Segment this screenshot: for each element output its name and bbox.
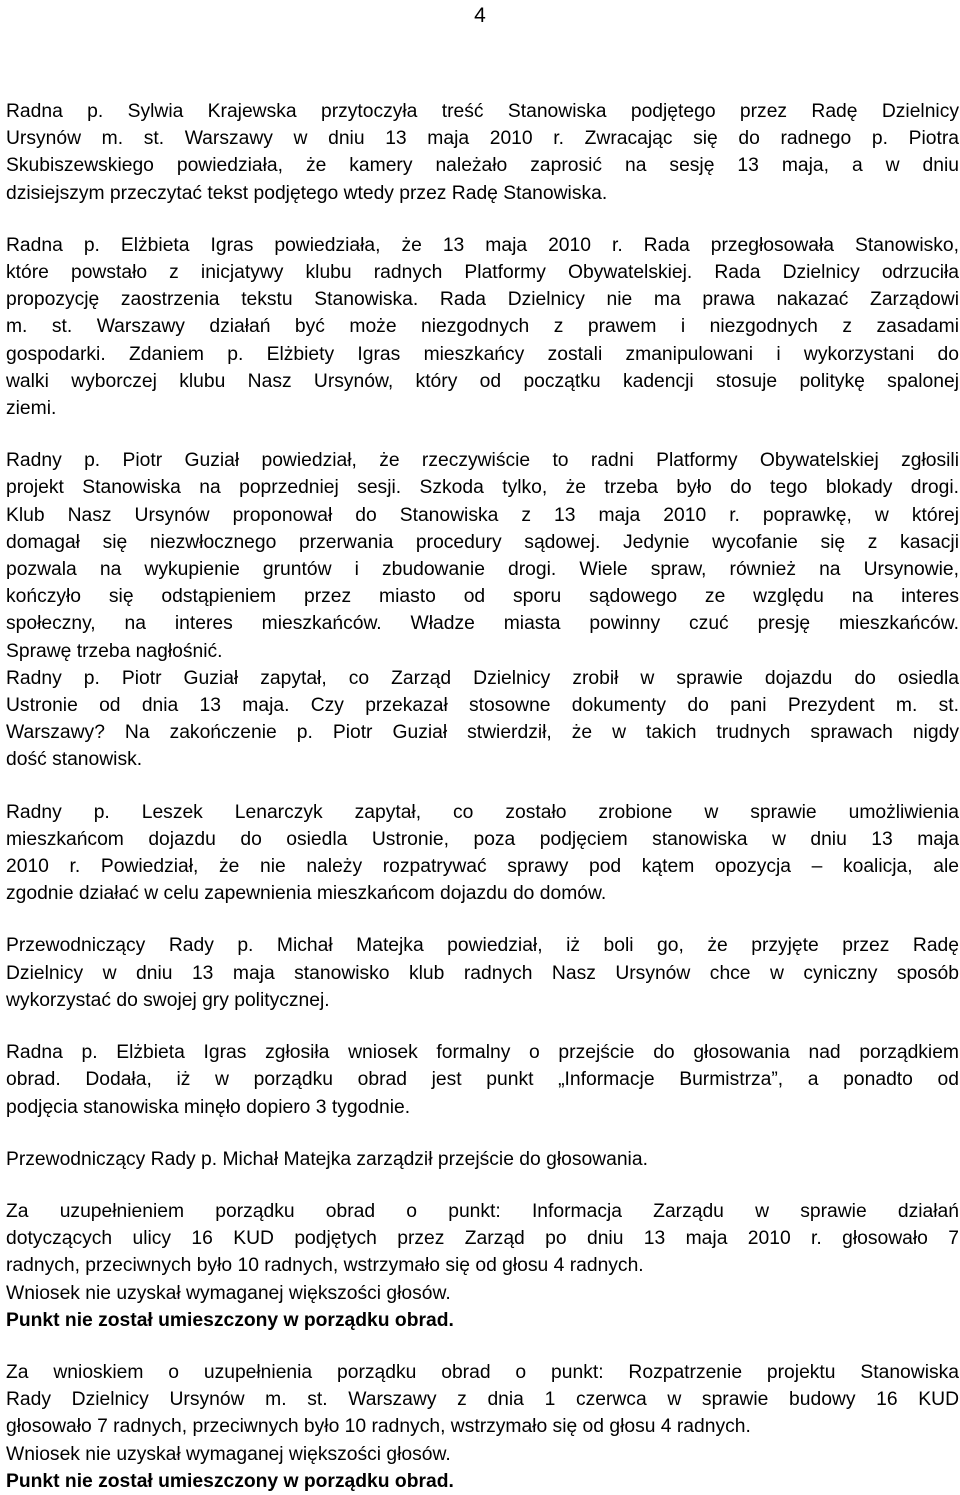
text-line: Sprawę trzeba nagłośnić. xyxy=(6,640,223,662)
text-line: podjęcia stanowiska minęło dopiero 3 tygodnie. xyxy=(6,1096,411,1118)
text-line: które powstało z inicjatywy klubu radnych Platformy Obywatelskiej. Rada Dzielnicy odrzuciła xyxy=(6,262,959,284)
text-line: mieszkańcom dojazdu do osiedla Ustronie, poza podjęciem stanowiska w dniu 13 maja xyxy=(6,828,959,850)
document-body xyxy=(6,98,959,1495)
text-line: wykorzystać do swojej gry politycznej. xyxy=(6,989,330,1011)
paragraph-krajewska xyxy=(6,98,959,207)
text-line: gospodarki. Zdaniem p. Elżbiety Igras mieszkańcy zostali zmanipulowani i wykorzystani do xyxy=(6,343,959,365)
text-line: domagał się niezwłocznego przerwania procedury sądowej. Jedynie wycofanie się z kasacji xyxy=(6,531,959,553)
text-line: obrad. Dodała, iż w porządku obrad jest punkt „Informacje Burmistrza”, a ponadto od xyxy=(6,1069,959,1091)
text-line: pozwala na wykupienie gruntów i zbudowanie drogi. Wiele spraw, również na Ursynowie, xyxy=(6,559,959,581)
paragraph-guzial-2 xyxy=(6,665,959,774)
text-line: Ursynów m. st. Warszawy w dniu 13 maja 2010 r. Zwracając się do radnego p. Piotra xyxy=(6,128,959,150)
text-line: ziemi. xyxy=(6,398,57,420)
paragraph-matejka-2 xyxy=(6,1146,959,1173)
text-line: dość stanowisk. xyxy=(6,749,143,771)
text-line: 2010 r. Powiedział, że nie należy rozpatrywać sprawy pod kątem opozycja – koalicja, ale xyxy=(6,856,959,878)
paragraph-igras-motion xyxy=(6,1039,959,1121)
paragraph-lenarczyk xyxy=(6,799,959,908)
text-line: głosowało 7 radnych, przeciwnych było 10 radnych, wstrzymało się od głosu 4 radnych. xyxy=(6,1416,751,1438)
text-line: m. st. Warszawy działań być może niezgodnych z prawem i niezgodnych z zasadami xyxy=(6,316,959,338)
text-line: dzisiejszym przeczytać tekst podjętego wtedy przez Radę Stanowiska. xyxy=(6,182,608,204)
text-line: Radna p. Elżbieta Igras zgłosiła wniosek formalny o przejście do głosowania nad porządkiem xyxy=(6,1042,959,1064)
text-line: Warszawy? Na zakończenie p. Piotr Guział stwierdził, że w takich trudnych sprawach nigdy xyxy=(6,722,959,744)
paragraph-matejka-1 xyxy=(6,932,959,1014)
text-line: Dzielnicy w dniu 13 maja stanowisko klub radnych Nasz Ursynów chce w cyniczny sposób xyxy=(6,962,959,984)
text-line: Wniosek nie uzyskał wymaganej większości głosów. xyxy=(6,1443,451,1465)
paragraph-vote-1 xyxy=(6,1198,959,1334)
text-line: radnych, przeciwnych było 10 radnych, wstrzymało się od głosu 4 radnych. xyxy=(6,1255,644,1277)
text-line: Klub Nasz Ursynów proponował do Stanowiska z 13 maja 2010 r. poprawkę, w której xyxy=(6,504,959,526)
paragraph-guzial-1 xyxy=(6,447,959,665)
text-line: propozycję zaostrzenia tekstu Stanowiska. Rada Dzielnicy nie ma prawa nakazać Zarządowi xyxy=(6,289,959,311)
page-number: 4 xyxy=(474,4,486,27)
text-line: Rady Dzielnicy Ursynów m. st. Warszawy z dnia 1 czerwca w sprawie budowy 16 KUD xyxy=(6,1389,959,1411)
text-line: Radny p. Piotr Guział zapytał, co Zarząd Dzielnicy zrobił w sprawie dojazdu do osiedla xyxy=(6,667,959,689)
text-line: Przewodniczący Rady p. Michał Matejka zarządził przejście do głosowania. xyxy=(6,1148,648,1170)
text-line: Ustronie od dnia 13 maja. Czy przekazał stosowne dokumenty do pani Prezydent m. st. xyxy=(6,695,959,717)
paragraph-igras xyxy=(6,232,959,422)
text-line: Radna p. Sylwia Krajewska przytoczyła treść Stanowiska podjętego przez Radę Dzielnicy xyxy=(6,101,959,122)
text-line: Za wnioskiem o uzupełnienia porządku obrad o punkt: Rozpatrzenie projektu Stanowiska xyxy=(6,1361,959,1383)
text-line: Radny p. Piotr Guział powiedział, że rzeczywiście to radni Platformy Obywatelskiej zgłosili xyxy=(6,450,959,472)
text-line: Za uzupełnieniem porządku obrad o punkt: Informacja Zarządu w sprawie działań xyxy=(6,1200,959,1222)
text-line: walki wyborczej klubu Nasz Ursynów, który od początku kadencji stosuje politykę spalonej xyxy=(6,370,959,392)
text-line: kończyło się odstąpieniem przez miasto od sporu sądowego ze względu na interes xyxy=(6,586,959,608)
text-line: Wniosek nie uzyskał wymaganej większości głosów. xyxy=(6,1282,451,1304)
vote-result-bold: Punkt nie został umieszczony w porządku obrad. xyxy=(6,1470,454,1492)
text-line: Przewodniczący Rady p. Michał Matejka powiedział, iż boli go, że przyjęte przez Radę xyxy=(6,935,959,957)
text-line: dotyczących ulicy 16 KUD podjętych przez Zarząd po dniu 13 maja 2010 r. głosowało 7 xyxy=(6,1228,959,1250)
vote-result-bold: Punkt nie został umieszczony w porządku obrad. xyxy=(6,1309,454,1331)
text-line: Skubiszewskiego powiedziała, że kamery należało zaprosić na sesję 13 maja, a w dniu xyxy=(6,155,959,177)
text-line: Radny p. Leszek Lenarczyk zapytał, co zostało zrobione w sprawie umożliwienia xyxy=(6,801,959,823)
text-line: społeczny, na interes mieszkańców. Władze miasta powinny czuć presję mieszkańców. xyxy=(6,613,959,635)
text-line: Radna p. Elżbieta Igras powiedziała, że 13 maja 2010 r. Rada przegłosowała Stanowisko, xyxy=(6,234,959,256)
text-line: zgodnie działać w celu zapewnienia mieszkańcom dojazdu do domów. xyxy=(6,883,607,905)
paragraph-vote-2 xyxy=(6,1359,959,1495)
text-line: projekt Stanowiska na poprzedniej sesji. Szkoda tylko, że trzeba było do tego blokady drogi. xyxy=(6,477,959,499)
